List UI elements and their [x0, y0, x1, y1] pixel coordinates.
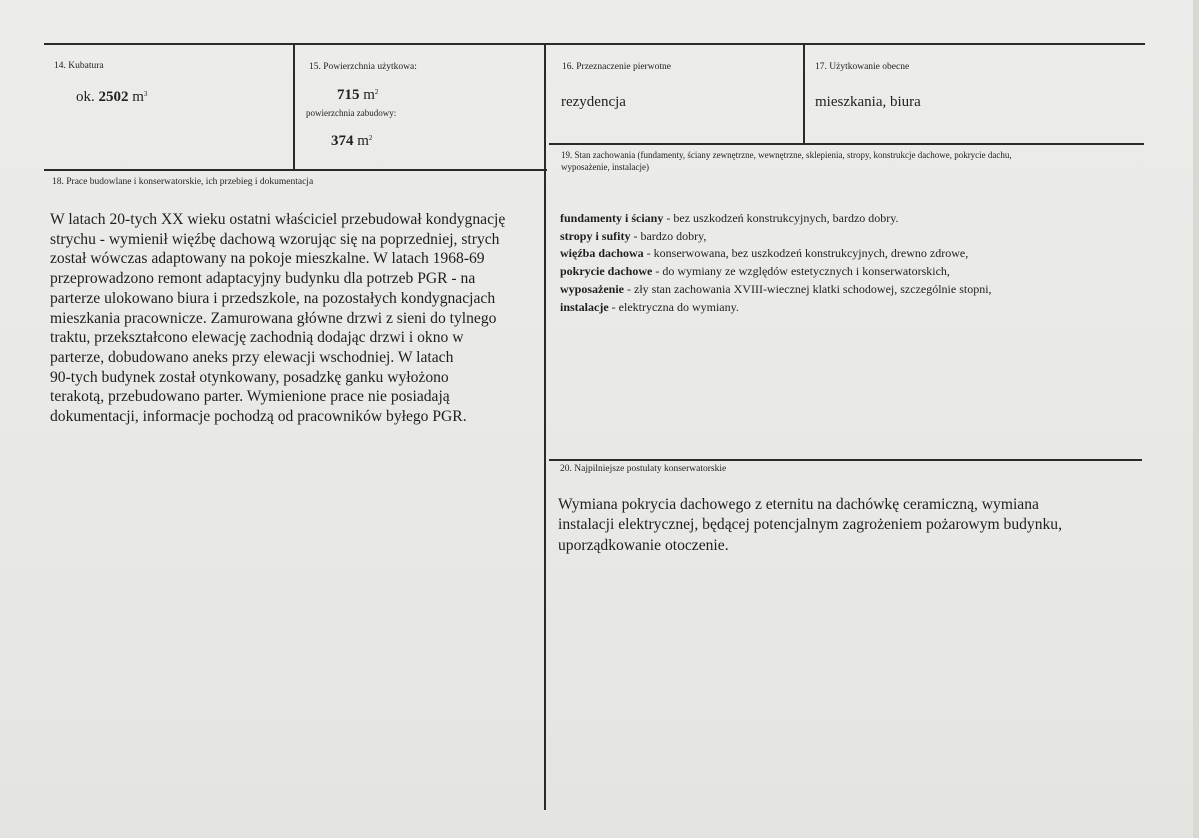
condition-term: wyposażenie [560, 281, 624, 296]
field-15-unit-sup: 2 [374, 88, 379, 96]
field-14-prefix: ok. [76, 89, 95, 105]
field-14-value [76, 89, 147, 106]
field-15-sub-value [331, 133, 372, 150]
field-15-sub-number: 374 [331, 133, 354, 149]
condition-item [560, 228, 1120, 246]
field-15-label: 15. Powierzchnia użytkowa: [309, 62, 417, 72]
condition-term: więźba dachowa [560, 246, 644, 261]
condition-desc: - bez uszkodzeń konstrukcyjnych, bardzo dobry. [663, 211, 899, 225]
field-19-label-line: wyposażenie, instalacje) [561, 162, 649, 172]
condition-term: pokrycie dachowe [560, 264, 653, 279]
field-17-label: 17. Użytkowanie obecne [815, 62, 910, 72]
condition-term: instalacje [560, 299, 609, 314]
field-20-label: 20. Najpilniejsze postulaty konserwatorskie [560, 464, 727, 474]
field-15-number: 715 [337, 87, 360, 103]
field-18-line: traktu, przekształcono elewację zachodnią dodając drzwi i okno w [50, 329, 464, 347]
condition-term: fundamenty i ściany [560, 211, 664, 225]
condition-desc: - konserwowana, bez uszkodzeń konstrukcyjnych, drewno zdrowe, [643, 246, 969, 261]
field-18-line: dokumentacji, informacje pochodzą od pracowników byłego PGR. [50, 408, 467, 426]
condition-item [560, 281, 1120, 299]
field-20-line: instalacji elektrycznej, będącej potencjalnym zagrożeniem pożarowym budynku, [558, 516, 1062, 534]
field-18-line: strychu - wymienił więźbę dachową wzorując się na poprzedniej, strych [50, 230, 500, 248]
condition-item [560, 299, 1120, 317]
field-15-unit: m [363, 87, 375, 103]
field-15-sub-unit: m [357, 133, 369, 149]
field-18-line: terakotą, przebudowano parter. Wymienione prace nie posiadają [50, 388, 450, 406]
field-20-line: uporządkowanie otoczenie. [558, 536, 729, 554]
condition-desc: - elektryczna do wymiany. [608, 299, 739, 314]
field-18-line: mieszkania pracownicze. Zamurowana główne drzwi z sieni do tylnego [50, 309, 497, 327]
field-16-label: 16. Przeznaczenie pierwotne [562, 62, 671, 72]
field-20-text [558, 495, 1148, 556]
divider-main-column [544, 44, 546, 810]
field-14-number: 2502 [98, 89, 129, 105]
field-18-text [50, 210, 550, 427]
condition-desc: - do wymiany ze względów estetycznych i konserwatorskich, [652, 264, 950, 279]
top-border-line [44, 43, 1145, 45]
field-18-line: został wówczas adaptowany na pokoje mieszkalne. W latach 1968-69 [50, 250, 485, 268]
field-14-unit: m [132, 89, 144, 105]
condition-item [560, 210, 1120, 228]
divider-col-14-15 [293, 44, 295, 170]
field-16-value: rezydencja [561, 94, 626, 110]
field-18-line: parterze ulokowano biura i przedszkole, na pozostałych kondygnacjach [50, 289, 496, 307]
divider-left-row1 [44, 169, 547, 171]
divider-right-row2 [549, 459, 1142, 461]
condition-item [560, 263, 1120, 281]
field-14-unit-sup: 3 [143, 90, 148, 98]
divider-right-row1 [549, 143, 1144, 145]
field-18-line: 90-tych budynek został otynkowany, posadzkę ganku wyłożono [50, 368, 449, 386]
divider-col-16-17 [803, 44, 805, 144]
condition-desc: - zły stan zachowania XVIII-wiecznej klatki schodowej, szczególnie stopni, [624, 281, 992, 296]
field-15-value [337, 87, 378, 104]
field-18-line: W latach 20-tych XX wieku ostatni właściciel przebudował kondygnację [50, 211, 506, 228]
condition-term: stropy i sufity [560, 228, 631, 243]
field-18-label: 18. Prace budowlane i konserwatorskie, ich przebieg i dokumentacja [52, 177, 314, 187]
field-20-line: Wymiana pokrycia dachowego z eternitu na dachówkę ceramiczną, wymiana [558, 496, 1039, 513]
field-15-sub-unit-sup: 2 [368, 134, 373, 142]
field-19-label [561, 149, 1131, 173]
condition-item [560, 245, 1120, 263]
field-15-sub-label: powierzchnia zabudowy: [306, 108, 397, 118]
field-18-line: przeprowadzono remont adaptacyjny budynku dla potrzeb PGR - na [50, 270, 476, 288]
field-17-value: mieszkania, biura [815, 94, 921, 110]
field-18-line: parterze, dobudowano aneks przy elewacji wschodniej. W latach [50, 348, 454, 366]
field-14-label: 14. Kubatura [54, 61, 104, 71]
field-19-label-line: 19. Stan zachowania (fundamenty, ściany zewnętrzne, wewnętrzne, sklepienia, stropy, konstrukcje dachowe, pokrycie dachu, [561, 150, 1012, 160]
condition-desc: - bardzo dobry, [630, 228, 707, 243]
card-edge [1193, 0, 1199, 838]
field-19-text [560, 210, 1120, 316]
